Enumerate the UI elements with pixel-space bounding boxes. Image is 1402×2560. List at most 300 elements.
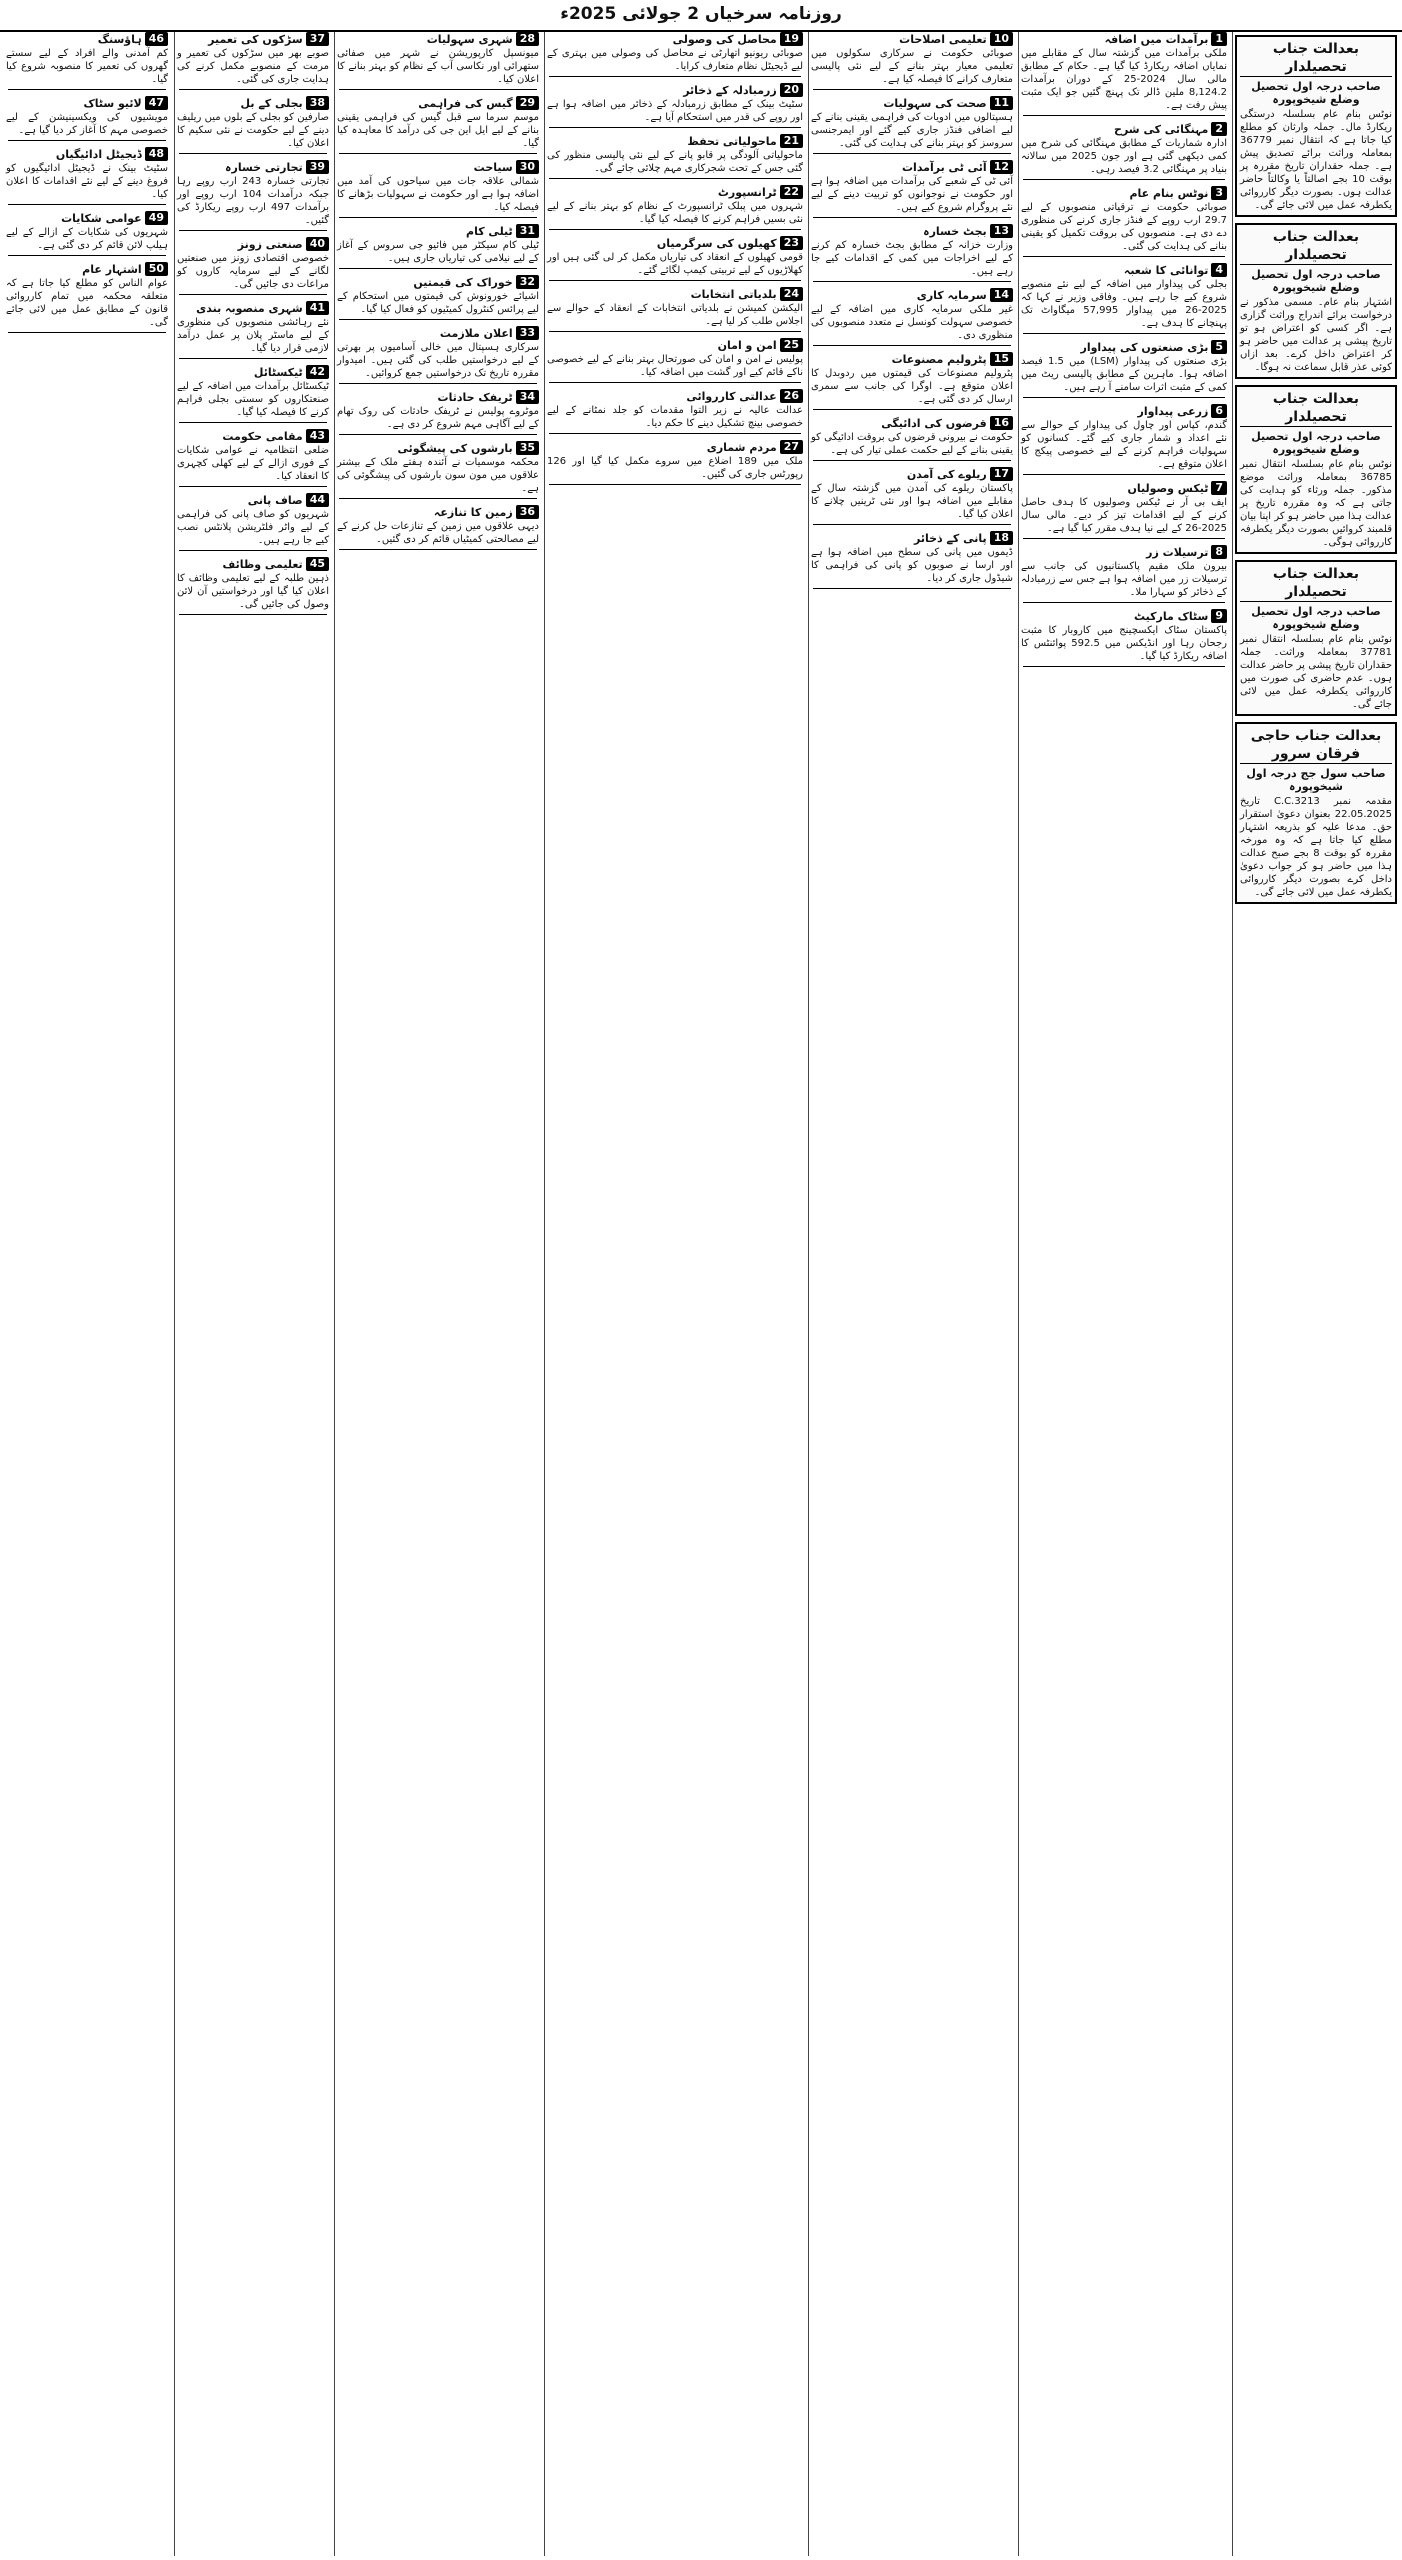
news-item-title: صحت کی سہولیات xyxy=(883,96,987,110)
news-item-title: کھیلوں کی سرگرمیاں xyxy=(656,236,777,250)
news-item-text: ملک میں 189 اضلاع میں سروے مکمل کیا گیا اور 126 رپورٹس جاری کی گئیں۔ xyxy=(547,456,803,480)
news-item-header xyxy=(811,467,1013,481)
news-item-text: غیر ملکی سرمایہ کاری میں اضافہ کے لیے خصوصی سہولت کونسل نے متعدد منصوبوں کی منظوری دی۔ xyxy=(811,304,1013,341)
news-item-header xyxy=(811,224,1013,238)
news-item xyxy=(811,352,1013,410)
news-item-text: میونسپل کارپوریشن نے شہر میں صفائی ستھرائی اور نکاسی آب کے نظام کو بہتر بنانے کا اعلان کیا۔ xyxy=(337,48,539,85)
news-item-text: ملکی برآمدات میں گزشتہ سال کے مقابلے میں نمایاں اضافہ ریکارڈ کیا گیا ہے۔ حکام کے مطابق مالی سال 2024-25 کے دوران برآمدات 8,124.2 ملین ڈالر تک پہنچ گئیں جو ایک مثبت پیش رفت ہے۔ xyxy=(1021,48,1227,111)
news-item xyxy=(1021,122,1227,180)
news-item xyxy=(1021,545,1227,603)
news-item-header xyxy=(811,416,1013,430)
news-item xyxy=(6,262,168,333)
news-item-header xyxy=(547,134,803,148)
news-item-text: ایف بی آر نے ٹیکس وصولیوں کا ہدف حاصل کرنے کے لیے اقدامات تیز کر دیے۔ مالی سال 2025-26 کے لیے نیا ہدف مقرر کیا گیا ہے۔ xyxy=(1021,497,1227,534)
news-item-header xyxy=(547,338,803,352)
news-item xyxy=(337,390,539,435)
news-item-header xyxy=(811,352,1013,366)
news-item xyxy=(337,96,539,154)
notice-title: بعدالت جناب تحصیلدار xyxy=(1240,390,1392,427)
news-item-text: صارفین کو بجلی کے بلوں میں ریلیف دینے کے لیے حکومت نے نئی سکیم کا اعلان کیا۔ xyxy=(177,112,329,149)
notice-body: نوٹس بنام عام بسلسلہ انتقال نمبر 36785 بمعاملہ وراثت موضع مذکور۔ جملہ ورثاء کو ہدایت کی جاتی ہے کہ وہ مقررہ تاریخ پر عدالت ہذا میں حاضر ہو کر اپنا بیان قلمبند کروائیں بصورت دیگر یکطرفہ کارروائی ہوگی۔ xyxy=(1240,459,1392,548)
divider xyxy=(179,358,327,359)
notices-column xyxy=(1232,32,1399,2556)
news-item-number: 31 xyxy=(516,224,539,238)
news-item-number: 8 xyxy=(1211,545,1227,559)
news-item-text: شہروں میں پبلک ٹرانسپورٹ کے نظام کو بہتر بنانے کے لیے نئی بسیں فراہم کرنے کا فیصلہ کیا گیا۔ xyxy=(547,201,803,225)
divider xyxy=(8,204,166,205)
news-item-header xyxy=(1021,609,1227,623)
notice-title: بعدالت جناب تحصیلدار xyxy=(1240,228,1392,265)
notice-subtitle: صاحب درجہ اول تحصیل وضلع شیخوپورہ xyxy=(1251,430,1381,456)
news-item-number: 40 xyxy=(306,237,329,251)
newspaper-page xyxy=(4,32,1398,2556)
news-item-text: وزارت خزانہ کے مطابق بجٹ خسارہ کم کرنے کے لیے اخراجات میں کمی کے اقدامات کیے جا رہے ہیں۔ xyxy=(811,240,1013,277)
notice-body: مقدمہ نمبر C.C.3213 تاریخ 22.05.2025 بعنوان دعویٰ استقرار حق۔ مدعا علیہ کو بذریعہ اشتہار مطلع کیا جاتا ہے کہ وہ مورخہ مقررہ کو بوقت 8 بجے صبح عدالت ہذا میں حاضر ہو کر جواب دعویٰ داخل کرے بصورت دیگر کارروائی یکطرفہ عمل میں لائی جائے گی۔ xyxy=(1240,796,1392,898)
divider xyxy=(339,498,537,499)
divider xyxy=(1023,256,1225,257)
news-item-header xyxy=(6,96,168,110)
news-item-text: بڑی صنعتوں کی پیداوار (LSM) میں 1.5 فیصد اضافہ ہوا۔ ماہرین کے مطابق پالیسی ریٹ میں کمی کے مثبت اثرات سامنے آ رہے ہیں۔ xyxy=(1021,356,1228,393)
news-item-header xyxy=(547,185,803,199)
news-item-header xyxy=(547,236,803,250)
news-item-text: ٹیلی کام سیکٹر میں فائیو جی سروس کے آغاز کے لیے نیلامی کی تیاریاں جاری ہیں۔ xyxy=(337,240,539,264)
news-item xyxy=(6,96,168,141)
news-item-title: صاف پانی xyxy=(247,493,303,507)
news-item-number: 24 xyxy=(780,287,803,301)
news-item xyxy=(547,389,803,434)
news-item-number: 23 xyxy=(780,236,803,250)
divider xyxy=(179,153,327,154)
news-item xyxy=(337,160,539,218)
news-item-header xyxy=(177,237,329,251)
news-item-text: صوبائی ریونیو اتھارٹی نے محاصل کی وصولی میں بہتری کے لیے ڈیجیٹل نظام متعارف کرایا۔ xyxy=(547,48,803,72)
news-item-title: پٹرولیم مصنوعات xyxy=(891,352,987,366)
news-item-title: بڑی صنعتوں کی پیداوار xyxy=(1080,340,1209,354)
news-item-header xyxy=(811,96,1013,110)
news-item-text: صوبائی حکومت نے سرکاری سکولوں میں تعلیمی معیار بہتر بنانے کے لیے نئی پالیسی متعارف کرانے کا فیصلہ کیا ہے۔ xyxy=(811,48,1013,85)
news-item-text: شہریوں کی شکایات کے ازالے کے لیے ہیلپ لائن قائم کر دی گئی ہے۔ xyxy=(6,227,168,251)
news-item xyxy=(337,326,539,384)
news-item xyxy=(1021,481,1227,539)
news-item xyxy=(177,301,329,359)
news-item xyxy=(1021,404,1227,475)
news-item-number: 43 xyxy=(306,429,329,443)
news-item-header xyxy=(177,160,329,174)
news-item-text: شمالی علاقہ جات میں سیاحوں کی آمد میں اضافہ ہوا ہے اور حکومت نے سہولیات بڑھانے کا فیصلہ کیا۔ xyxy=(337,176,539,213)
notice-subtitle: صاحب سول جج درجہ اول شیخوپورہ xyxy=(1246,767,1386,793)
news-item-title: تجارتی خسارہ xyxy=(225,160,303,174)
news-item-title: سڑکوں کی تعمیر xyxy=(208,32,303,46)
news-item-number: 28 xyxy=(516,32,539,46)
news-item-number: 45 xyxy=(306,557,329,571)
news-item-header xyxy=(177,429,329,443)
news-item-title: توانائی کا شعبہ xyxy=(1123,263,1209,277)
news-item-text: سرکاری ہسپتال میں خالی آسامیوں پر بھرتی کے لیے درخواستیں طلب کی گئی ہیں۔ امیدوار مقررہ تاریخ تک درخواستیں جمع کروائیں۔ xyxy=(337,342,539,379)
news-item-number: 3 xyxy=(1211,186,1227,200)
news-item-title: بجلی کے بل xyxy=(240,96,303,110)
news-item-title: بجٹ خسارہ xyxy=(923,224,987,238)
news-item xyxy=(337,275,539,320)
news-item-number: 22 xyxy=(780,185,803,199)
news-item-header xyxy=(811,288,1013,302)
news-item-header xyxy=(177,32,329,46)
news-item xyxy=(177,557,329,615)
news-item xyxy=(337,505,539,550)
news-item-header xyxy=(6,211,168,225)
news-item-number: 16 xyxy=(990,416,1013,430)
divider xyxy=(179,614,327,615)
news-item-header xyxy=(1021,340,1227,354)
news-column-5 xyxy=(174,32,331,2556)
news-item xyxy=(6,211,168,256)
news-item-text: پاکستان سٹاک ایکسچینج میں کاروبار کا مثبت رجحان رہا اور انڈیکس میں 592.5 پوائنٹس کا اضافہ ریکارڈ کیا گیا۔ xyxy=(1021,625,1227,662)
news-item-header xyxy=(547,32,803,46)
news-item-title: زمین کا تنازعہ xyxy=(433,505,513,519)
divider xyxy=(8,140,166,141)
news-item xyxy=(177,32,329,90)
news-item-title: پانی کے ذخائر xyxy=(913,531,987,545)
news-item xyxy=(811,96,1013,154)
news-item xyxy=(547,236,803,281)
news-item-title: تعلیمی وظائف xyxy=(222,557,303,571)
news-item-title: ٹیکس وصولیاں xyxy=(1127,481,1209,495)
news-item-header xyxy=(1021,545,1227,559)
news-item-title: سرمایہ کاری xyxy=(916,288,987,302)
divider xyxy=(813,460,1011,461)
news-item-number: 37 xyxy=(306,32,329,46)
news-item xyxy=(6,147,168,205)
news-item-number: 27 xyxy=(780,440,803,454)
news-item-number: 34 xyxy=(516,390,539,404)
news-item-header xyxy=(177,493,329,507)
news-item-title: مردم شماری xyxy=(706,440,777,454)
divider xyxy=(8,332,166,333)
news-item xyxy=(177,365,329,423)
news-item-header xyxy=(1021,481,1227,495)
news-item-header xyxy=(337,96,539,110)
news-item-title: بارشوں کی پیشگوئی xyxy=(397,441,513,455)
news-item-title: ہاؤسنگ xyxy=(97,32,142,46)
divider xyxy=(549,433,801,434)
news-item-number: 36 xyxy=(516,505,539,519)
divider xyxy=(549,229,801,230)
news-item-title: ریلوے کی آمدن xyxy=(906,467,987,481)
divider xyxy=(1023,397,1225,398)
news-item-text: اشیائے خورونوش کی قیمتوں میں استحکام کے لیے پرائس کنٹرول کمیٹیوں کو فعال کیا گیا۔ xyxy=(337,291,539,315)
newspaper-header: روزنامہ سرخیاں 2 جولائی 2025ء xyxy=(0,0,1402,32)
news-item-title: مقامی حکومت xyxy=(222,429,303,443)
news-item xyxy=(337,32,539,90)
news-item-text: پاکستان ریلوے کی آمدن میں گزشتہ سال کے مقابلے میں اضافہ ہوا اور نئی ٹرینیں چلانے کا اعلان کیا گیا۔ xyxy=(811,483,1013,520)
notice-subtitle: صاحب درجہ اول تحصیل وضلع شیخوپورہ xyxy=(1251,605,1381,631)
news-item-title: ٹیکسٹائل xyxy=(253,365,303,379)
news-item-title: شہری سہولیات xyxy=(426,32,513,46)
news-item-title: بلدیاتی انتخابات xyxy=(690,287,777,301)
divider xyxy=(1023,333,1225,334)
news-item xyxy=(177,160,329,231)
court-notice xyxy=(1235,35,1397,217)
divider xyxy=(339,383,537,384)
news-item-header xyxy=(1021,404,1227,418)
news-item xyxy=(811,416,1013,461)
news-item-number: 2 xyxy=(1211,122,1227,136)
news-item-title: سٹاک مارکیٹ xyxy=(1134,609,1209,623)
news-item-number: 47 xyxy=(145,96,168,110)
notice-title: بعدالت جناب تحصیلدار xyxy=(1240,40,1392,77)
divider xyxy=(179,422,327,423)
notice-body: نوٹس بنام عام بسلسلہ درستگی ریکارڈ مال۔ جملہ وارثان کو مطلع کیا جاتا ہے کہ انتقال نمبر 36779 بمعاملہ وراثت برائے تصدیق پیش ہے۔ جملہ حقداران تاریخ مقررہ پر بوقت 10 بجے اصالتاً یا وکالتاً حاضر عدالت ہوں۔ بصورت دیگر کارروائی یکطرفہ عمل میں لائی جائے گی۔ xyxy=(1240,109,1393,211)
divider xyxy=(549,178,801,179)
news-item xyxy=(547,338,803,383)
news-item-number: 48 xyxy=(145,147,168,161)
news-item xyxy=(547,185,803,230)
news-item-text: ادارہ شماریات کے مطابق مہنگائی کی شرح میں کمی دیکھی گئی ہے اور جون 2025 میں سالانہ بنیاد پر مہنگائی 3.2 فیصد رہی۔ xyxy=(1021,138,1227,175)
news-item-header xyxy=(337,32,539,46)
news-item xyxy=(6,32,168,90)
divider xyxy=(813,281,1011,282)
news-item-number: 44 xyxy=(306,493,329,507)
news-item-number: 25 xyxy=(780,338,803,352)
news-column-2 xyxy=(808,32,1015,2556)
news-item-title: اشتہار عام xyxy=(82,262,142,276)
news-item-number: 17 xyxy=(990,467,1013,481)
notice-title: بعدالت جناب تحصیلدار xyxy=(1240,565,1392,602)
divider xyxy=(8,89,166,90)
news-item-header xyxy=(811,531,1013,545)
news-item xyxy=(337,224,539,269)
news-item-text: پولیس نے امن و امان کی صورتحال بہتر بنانے کے لیے خصوصی ناکے قائم کیے اور گشت میں اضافہ کیا۔ xyxy=(547,354,803,378)
news-item-number: 9 xyxy=(1211,609,1227,623)
news-item-header xyxy=(6,262,168,276)
news-item-header xyxy=(811,32,1013,46)
divider xyxy=(179,230,327,231)
notice-body: اشتہار بنام عام۔ مسمی مذکور نے درخواست برائے اندراج وراثت گزاری ہے۔ اگر کسی کو اعتراض ہو تو تاریخ پیشی پر عدالت میں حاضر ہو کر اعتراض داخل کرے۔ بعد ازاں کوئی عذر قابل سماعت نہ ہوگا۔ xyxy=(1240,297,1392,373)
news-item-number: 10 xyxy=(990,32,1013,46)
notice-body: نوٹس بنام عام بسلسلہ انتقال نمبر 37781 بمعاملہ وراثت۔ جملہ حقداران تاریخ پیشی پر حاضر عدالت ہوں۔ عدم حاضری کی صورت میں کارروائی یکطرفہ عمل میں لائی جائے گی۔ xyxy=(1240,634,1392,710)
news-item-text: موسم سرما سے قبل گیس کی فراہمی یقینی بنانے کے لیے ایل این جی کی درآمد کا معاہدہ کیا گیا۔ xyxy=(337,112,539,149)
news-item-header xyxy=(547,83,803,97)
divider xyxy=(549,331,801,332)
news-column-6 xyxy=(4,32,170,2556)
news-item-title: ماحولیاتی تحفظ xyxy=(687,134,777,148)
news-item-title: اعلان ملازمت xyxy=(439,326,513,340)
news-item-text: بجلی کی پیداوار میں اضافہ کے لیے نئے منصوبے شروع کیے جا رہے ہیں۔ وفاقی وزیر نے کہا کہ 2025-26 میں پیداوار 57,995 میگاواٹ تک پہنچانے کا ہدف ہے۔ xyxy=(1021,279,1227,329)
news-item-number: 49 xyxy=(145,211,168,225)
news-item-text: ہسپتالوں میں ادویات کی فراہمی یقینی بنانے کے لیے اضافی فنڈز جاری کیے گئے اور ایمرجنسی سروسز کو بہتر بنانے کی ہدایت کی گئی۔ xyxy=(811,112,1013,149)
divider xyxy=(813,89,1011,90)
news-item-title: ڈیجیٹل ادائیگیاں xyxy=(55,147,142,161)
news-item-number: 50 xyxy=(145,262,168,276)
news-item-number: 14 xyxy=(990,288,1013,302)
news-item-header xyxy=(177,301,329,315)
news-item xyxy=(337,441,539,499)
news-item-number: 1 xyxy=(1211,32,1227,46)
news-item-header xyxy=(811,160,1013,174)
news-item xyxy=(811,32,1013,90)
news-item-text: الیکشن کمیشن نے بلدیاتی انتخابات کے انعقاد کے حوالے سے اجلاس طلب کر لیا ہے۔ xyxy=(547,303,803,327)
news-item-text: مویشیوں کی ویکسینیشن کے لیے خصوصی مہم کا آغاز کر دیا گیا ہے۔ xyxy=(6,112,168,136)
news-item-text: بیرون ملک مقیم پاکستانیوں کی جانب سے ترسیلات زر میں اضافہ ہوا ہے جس سے زرمبادلہ کے ذخائر کو سہارا ملا۔ xyxy=(1021,561,1227,598)
news-item-header xyxy=(337,505,539,519)
divider xyxy=(339,217,537,218)
notice-subtitle: صاحب درجہ اول تحصیل وضلع شیخوپورہ xyxy=(1251,268,1381,294)
news-item-header xyxy=(177,557,329,571)
news-item-title: امن و امان xyxy=(717,338,777,352)
news-item-title: گیس کی فراہمی xyxy=(418,96,513,110)
news-item xyxy=(1021,340,1227,398)
news-item-title: ترسیلات زر xyxy=(1146,545,1209,559)
divider xyxy=(339,434,537,435)
news-item-text: محکمہ موسمیات نے آئندہ ہفتے ملک کے بیشتر علاقوں میں مون سون بارشوں کی پیشگوئی کی ہے۔ xyxy=(337,457,539,494)
news-item-header xyxy=(1021,122,1227,136)
news-item-text: سٹیٹ بینک کے مطابق زرمبادلہ کے ذخائر میں اضافہ ہوا ہے اور روپے کی قدر میں استحکام آیا ہے۔ xyxy=(547,99,803,123)
news-item-title: ٹریفک حادثات xyxy=(437,390,513,404)
news-item-title: عوامی شکایات xyxy=(61,211,142,225)
news-item-number: 35 xyxy=(516,441,539,455)
divider xyxy=(1023,602,1225,603)
news-item-header xyxy=(1021,186,1227,200)
news-item-header xyxy=(1021,263,1227,277)
notice-title: بعدالت جناب حاجی فرقان سرور xyxy=(1240,727,1392,764)
news-item-number: 6 xyxy=(1211,404,1227,418)
divider xyxy=(179,89,327,90)
court-notice xyxy=(1235,560,1397,716)
news-item-title: مہنگائی کی شرح xyxy=(1114,122,1209,136)
news-item-text: حکومت نے بیرونی قرضوں کی بروقت ادائیگی کو یقینی بنانے کے لیے حکمت عملی تیار کی ہے۔ xyxy=(811,432,1013,456)
divider xyxy=(549,280,801,281)
divider xyxy=(813,588,1011,589)
news-item-title: ٹیلی کام xyxy=(466,224,513,238)
news-item-header xyxy=(337,326,539,340)
news-item-header xyxy=(547,389,803,403)
divider xyxy=(549,382,801,383)
news-item-title: قرضوں کی ادائیگی xyxy=(881,416,987,430)
news-item-title: محاصل کی وصولی xyxy=(672,32,777,46)
news-item-header xyxy=(337,275,539,289)
news-item-title: لائیو سٹاک xyxy=(83,96,142,110)
news-item-number: 33 xyxy=(516,326,539,340)
news-item-title: آئی ٹی برآمدات xyxy=(902,160,987,174)
divider xyxy=(1023,538,1225,539)
news-item-title: زرمبادلہ کے ذخائر xyxy=(683,83,777,97)
news-column-4 xyxy=(334,32,541,2556)
news-item-header xyxy=(337,390,539,404)
divider xyxy=(179,486,327,487)
news-item-number: 11 xyxy=(990,96,1013,110)
news-item-text: صوبائی حکومت نے ترقیاتی منصوبوں کے لیے 29.7 ارب روپے کے فنڈز جاری کرنے کی منظوری دے دی ہے۔ منصوبوں کی بروقت تکمیل کو یقینی بنانے کی ہدایت کی گئی۔ xyxy=(1021,202,1227,252)
divider xyxy=(549,127,801,128)
divider xyxy=(813,217,1011,218)
divider xyxy=(813,524,1011,525)
news-item-title: عدالتی کارروائی xyxy=(686,389,777,403)
news-item-text: خصوصی اقتصادی زونز میں صنعتیں لگانے کے لیے سرمایہ کاروں کو مراعات دی جائیں گی۔ xyxy=(177,253,329,290)
news-item xyxy=(177,429,329,487)
court-notice xyxy=(1235,385,1397,554)
news-item-text: صوبے بھر میں سڑکوں کی تعمیر و مرمت کے منصوبے مکمل کرنے کی ہدایت جاری کی گئی۔ xyxy=(177,48,329,85)
news-item-text: قومی کھیلوں کے انعقاد کی تیاریاں مکمل کر لی گئی ہیں اور کھلاڑیوں کے لیے تربیتی کیمپ لگائے گئے۔ xyxy=(547,252,803,276)
news-item-header xyxy=(337,160,539,174)
news-item-header xyxy=(1021,32,1227,46)
news-item-number: 7 xyxy=(1211,481,1227,495)
divider xyxy=(813,409,1011,410)
news-item xyxy=(177,96,329,154)
news-item-number: 42 xyxy=(306,365,329,379)
news-item-header xyxy=(177,96,329,110)
news-item-text: ذہین طلبہ کے لیے تعلیمی وظائف کا اعلان کیا گیا اور درخواستیں آن لائن وصول کی جائیں گی۔ xyxy=(177,573,329,610)
news-item-number: 5 xyxy=(1211,340,1227,354)
news-item xyxy=(811,467,1013,525)
news-item-header xyxy=(6,147,168,161)
divider xyxy=(179,550,327,551)
divider xyxy=(549,76,801,77)
news-item-text: پٹرولیم مصنوعات کی قیمتوں میں ردوبدل کا اعلان متوقع ہے۔ اوگرا کی جانب سے سمری ارسال کر دی گئی ہے۔ xyxy=(811,368,1013,405)
news-item-text: ڈیموں میں پانی کی سطح میں اضافہ ہوا ہے اور ارسا نے صوبوں کو پانی کی فراہمی کا شیڈول جاری کر دیا۔ xyxy=(811,547,1013,584)
news-item-text: ٹیکسٹائل برآمدات میں اضافہ کے لیے صنعتکاروں کو سستی بجلی فراہم کرنے کا فیصلہ کیا گیا۔ xyxy=(177,381,329,418)
news-item-title: زرعی پیداوار xyxy=(1137,404,1209,418)
divider xyxy=(339,319,537,320)
news-item-header xyxy=(547,440,803,454)
divider xyxy=(813,153,1011,154)
news-item xyxy=(811,531,1013,589)
news-item xyxy=(1021,609,1227,667)
news-item-number: 19 xyxy=(780,32,803,46)
divider xyxy=(339,89,537,90)
news-item-title: نوٹس بنام عام xyxy=(1129,186,1209,200)
news-item-header xyxy=(337,224,539,238)
news-item-text: عوام الناس کو مطلع کیا جاتا ہے کہ متعلقہ محکمہ میں تمام کارروائی قانون کے مطابق عمل میں لائی جائے گی۔ xyxy=(6,278,168,328)
news-item-text: دیہی علاقوں میں زمین کے تنازعات حل کرنے کے لیے مصالحتی کمیٹیاں قائم کر دی گئیں۔ xyxy=(337,521,539,545)
news-item-number: 15 xyxy=(990,352,1013,366)
court-notice xyxy=(1235,223,1397,379)
news-item-number: 38 xyxy=(306,96,329,110)
notice-subtitle: صاحب درجہ اول تحصیل وضلع شیخوپورہ xyxy=(1251,80,1381,106)
divider xyxy=(1023,115,1225,116)
news-item xyxy=(547,134,803,179)
news-item-header xyxy=(6,32,168,46)
news-item-header xyxy=(547,287,803,301)
news-column-1 xyxy=(1018,32,1229,2556)
divider xyxy=(339,549,537,550)
news-item-number: 39 xyxy=(306,160,329,174)
divider xyxy=(1023,474,1225,475)
news-item-title: تعلیمی اصلاحات xyxy=(899,32,987,46)
news-item-text: عدالت عالیہ نے زیر التوا مقدمات کو جلد نمٹانے کے لیے خصوصی بینچ تشکیل دینے کا حکم دیا۔ xyxy=(547,405,803,429)
news-item-number: 41 xyxy=(306,301,329,315)
news-item-text: سٹیٹ بینک نے ڈیجیٹل ادائیگیوں کو فروغ دینے کے لیے نئے اقدامات کا اعلان کیا۔ xyxy=(6,163,168,200)
news-item xyxy=(177,493,329,551)
news-item xyxy=(811,160,1013,218)
news-item-text: ضلعی انتظامیہ نے عوامی شکایات کے فوری ازالے کے لیے کھلی کچہری کا انعقاد کیا۔ xyxy=(177,445,329,482)
news-item-text: تجارتی خسارہ 243 ارب روپے رہا جبکہ درآمدات 104 ارب روپے اور برآمدات 497 ارب روپے ریکارڈ کی گئیں۔ xyxy=(177,176,330,226)
divider xyxy=(1023,666,1225,667)
news-item-title: صنعتی زونز xyxy=(237,237,303,251)
divider xyxy=(549,484,801,485)
news-item-number: 29 xyxy=(516,96,539,110)
divider xyxy=(8,255,166,256)
news-item-header xyxy=(337,441,539,455)
news-item xyxy=(811,224,1013,282)
news-item-number: 30 xyxy=(516,160,539,174)
news-item xyxy=(1021,32,1227,116)
news-item-text: ماحولیاتی آلودگی پر قابو پانے کے لیے نئی پالیسی منظور کی گئی جس کے تحت شجرکاری مہم چلائی جائے گی۔ xyxy=(547,150,803,174)
news-item-number: 20 xyxy=(780,83,803,97)
news-item-number: 4 xyxy=(1211,263,1227,277)
news-item-number: 46 xyxy=(145,32,168,46)
news-item-title: برآمدات میں اضافہ xyxy=(1104,32,1209,46)
news-item xyxy=(547,287,803,332)
news-item xyxy=(547,440,803,485)
news-item-text: شہریوں کو صاف پانی کی فراہمی کے لیے واٹر فلٹریشن پلانٹس نصب کیے جا رہے ہیں۔ xyxy=(177,509,329,546)
